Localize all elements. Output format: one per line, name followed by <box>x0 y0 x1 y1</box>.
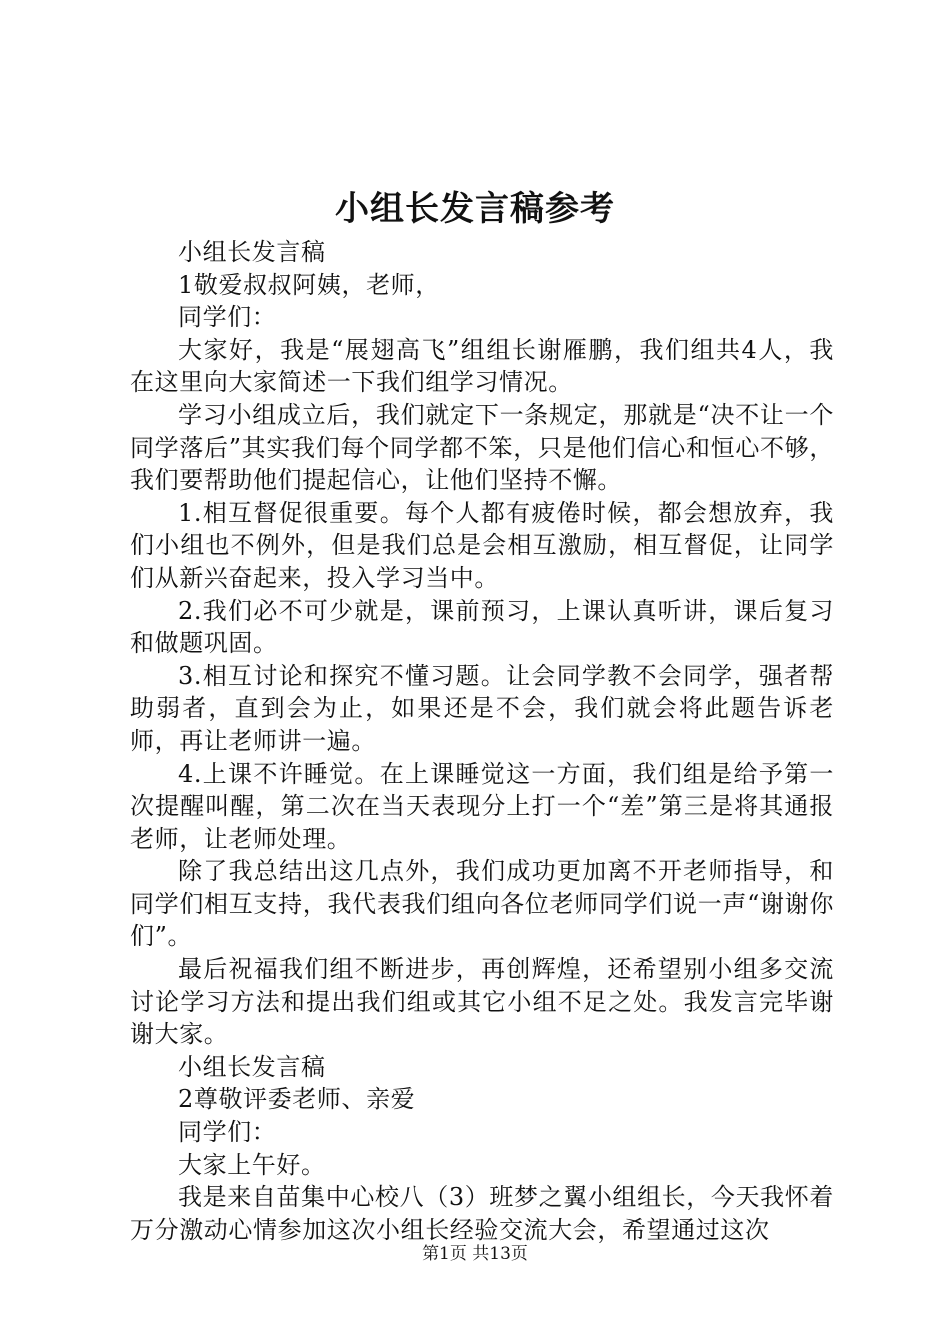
page-footer: 第1页 共13页 <box>422 1244 528 1264</box>
paragraph: 我是来自苗集中心校八（3）班梦之翼小组组长，今天我怀着万分激动心情参加这次小组长经验交流大会，希望通过这次 <box>130 1183 834 1244</box>
paragraph: 大家上午好。 <box>178 1150 326 1179</box>
paragraph: 1敬爱叔叔阿姨，老师， <box>178 270 440 299</box>
document-body <box>130 236 834 1246</box>
paragraph: 同学们： <box>178 303 277 332</box>
paragraph: 最后祝福我们组不断进步，再创辉煌，还希望别小组多交流讨论学习方法和提出我们组或其它小组不足之处。我发言完毕谢谢大家。 <box>130 955 834 1049</box>
document-title: 小组长发言稿参考 <box>335 189 615 229</box>
paragraph: 小组长发言稿 <box>178 238 326 266</box>
paragraph: 2尊敬评委老师、亲爱 <box>178 1085 416 1114</box>
paragraph: 2.我们必不可少就是，课前预习，上课认真听讲，课后复习和做题巩固。 <box>130 596 834 658</box>
paragraph: 除了我总结出这几点外，我们成功更加离不开老师指导，和同学们相互支持，我代表我们组向各位老师同学们说一声“谢谢你们”。 <box>130 857 834 951</box>
paragraph: 同学们： <box>178 1118 277 1147</box>
paragraph: 4.上课不许睡觉。在上课睡觉这一方面，我们组是给予第一次提醒叫醒，第二次在当天表现分上打一个“差”第三是将其通报老师，让老师处理。 <box>130 759 834 853</box>
paragraph: 小组长发言稿 <box>178 1052 326 1081</box>
paragraph: 大家好，我是“展翅高飞”组组长谢雁鹏，我们组共4人，我在这里向大家简述一下我们组学习情况。 <box>130 335 834 397</box>
paragraph: 3.相互讨论和探究不懂习题。让会同学教不会同学，强者帮助弱者，直到会为止，如果还是不会，我们就会将此题告诉老师，再让老师讲一遍。 <box>130 661 834 755</box>
paragraph: 学习小组成立后，我们就定下一条规定，那就是“决不让一个同学落后”其实我们每个同学都不笨，只是他们信心和恒心不够，我们要帮助他们提起信心，让他们坚持不懈。 <box>130 400 834 495</box>
paragraph: 1.相互督促很重要。每个人都有疲倦时候，都会想放弃，我们小组也不例外，但是我们总是会相互激励，相互督促，让同学们从新兴奋起来，投入学习当中。 <box>130 498 834 592</box>
